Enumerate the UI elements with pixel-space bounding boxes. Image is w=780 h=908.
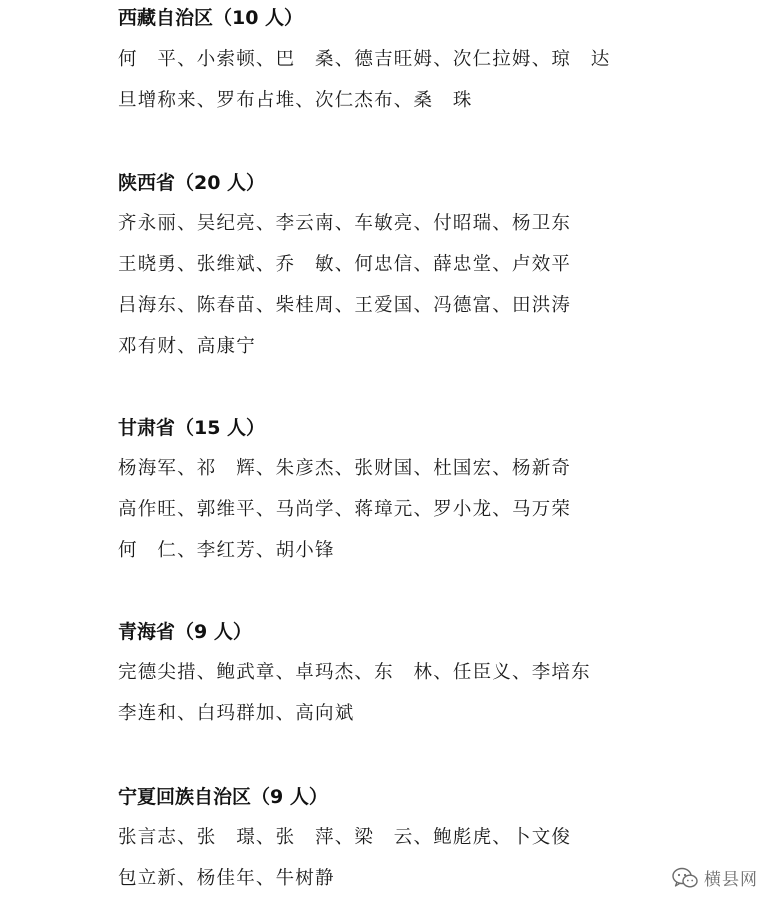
name-line: 王晓勇、张维斌、乔 敏、何忠信、薛忠堂、卢效平 xyxy=(118,254,572,275)
section-heading: 陕西省（20 人） xyxy=(118,172,266,194)
name-line: 齐永丽、吴纪亮、李云南、车敏亮、付昭瑞、杨卫东 xyxy=(118,213,572,234)
name-line: 包立新、杨佳年、牛树静 xyxy=(118,868,335,889)
section-heading: 宁夏回族自治区（9 人） xyxy=(118,786,328,808)
section-qinghai xyxy=(118,620,758,730)
section-heading: 西藏自治区（10 人） xyxy=(118,7,304,29)
section-heading: 青海省（9 人） xyxy=(118,621,252,643)
section-tibet xyxy=(118,6,758,116)
section-heading: 甘肃省（15 人） xyxy=(118,417,266,439)
name-line: 何 平、小索顿、巴 桑、德吉旺姆、次仁拉姆、琼 达 xyxy=(118,49,611,70)
watermark xyxy=(672,865,758,890)
name-line: 邓有财、高康宁 xyxy=(118,336,256,357)
name-line: 高作旺、郭维平、马尚学、蒋璋元、罗小龙、马万荣 xyxy=(118,499,572,520)
name-line: 吕海东、陈春苗、柴桂周、王爱国、冯德富、田洪涛 xyxy=(118,295,572,316)
section-shaanxi xyxy=(118,171,758,361)
name-line: 何 仁、李红芳、胡小锋 xyxy=(118,540,335,561)
wechat-icon xyxy=(672,867,698,889)
section-gansu xyxy=(118,416,758,566)
watermark-text: 横县网 xyxy=(704,870,758,890)
name-line: 旦增称来、罗布占堆、次仁杰布、桑 珠 xyxy=(118,90,473,111)
name-line: 张言志、张 璟、张 萍、梁 云、鲍彪虎、卜文俊 xyxy=(118,827,572,848)
name-line: 完德尖措、鲍武章、卓玛杰、东 林、任臣义、李培东 xyxy=(118,662,591,683)
section-ningxia xyxy=(118,785,758,895)
name-line: 杨海军、祁 辉、朱彦杰、张财国、杜国宏、杨新奇 xyxy=(118,458,572,479)
name-line: 李连和、白玛群加、高向斌 xyxy=(118,703,355,724)
